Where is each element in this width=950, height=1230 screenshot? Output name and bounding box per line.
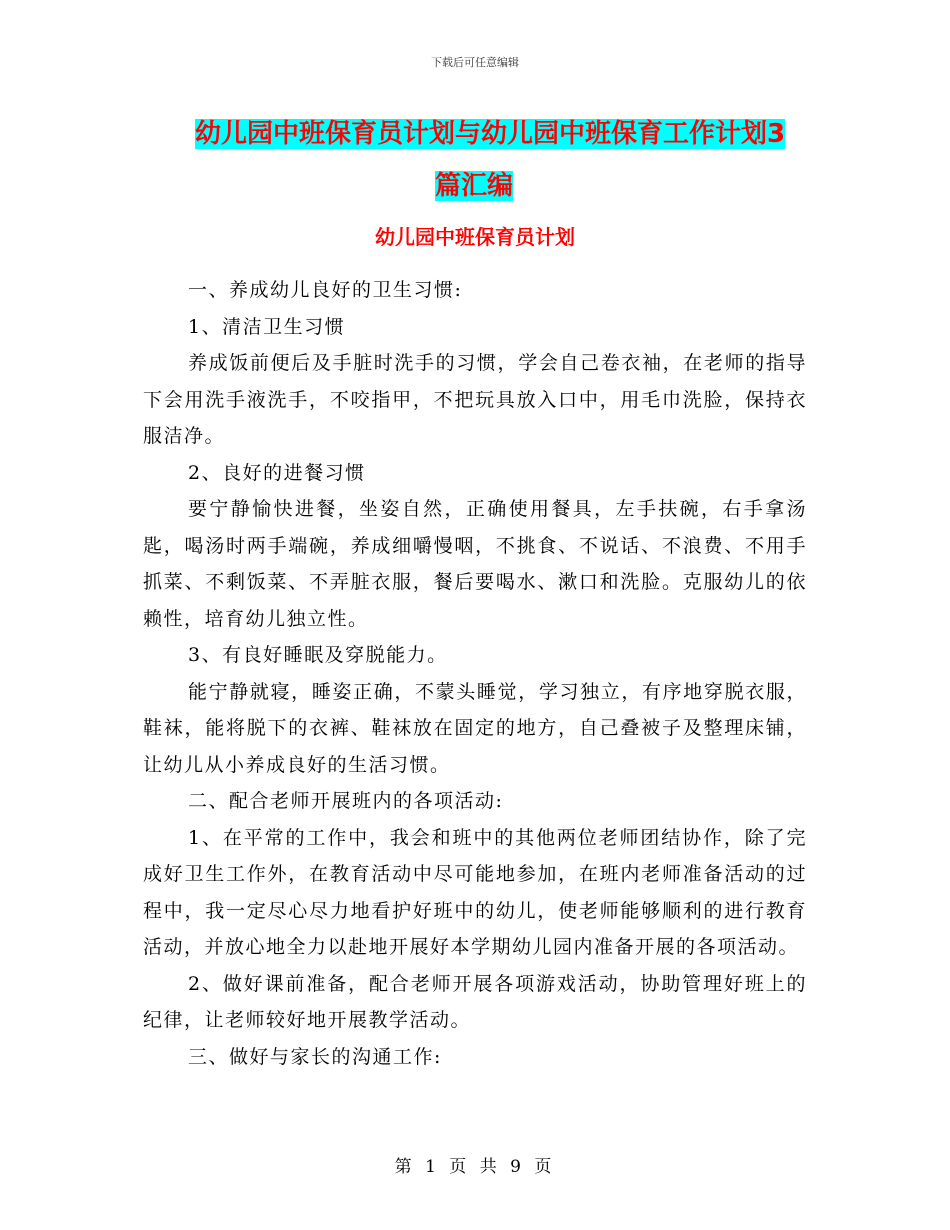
paragraph: 2、做好课前准备，配合老师开展各项游戏活动，协助管理好班上的纪律，让老师较好地开展教学活动。 xyxy=(143,972,807,1031)
paragraph: 能宁静就寝，睡姿正确，不蒙头睡觉，学习独立，有序地穿脱衣服，鞋袜，能将脱下的衣裤、鞋袜放在固定的地方，自己叠被子及整理床铺，让幼儿从小养成良好的生活习惯。 xyxy=(143,680,807,776)
paragraph: 2、良好的进餐习惯 xyxy=(188,461,366,484)
paragraph: 养成饭前便后及手脏时洗手的习惯，学会自己卷衣袖，在老师的指导下会用洗手液洗手，不咬指甲，不把玩具放入口中，用毛巾洗脸，保持衣服洁净。 xyxy=(143,352,807,447)
paragraph: 一、养成幼儿良好的卫生习惯: xyxy=(188,279,463,301)
section-title: 幼儿园中班保育员计划 xyxy=(375,225,575,249)
page-footer: 第 1 页 共 9 页 xyxy=(394,1157,556,1177)
document-title xyxy=(195,108,805,212)
page-header-note: 下载后可任意编辑 xyxy=(431,56,519,69)
paragraph: 1、清洁卫生习惯 xyxy=(188,315,346,338)
paragraph: 三、做好与家长的沟通工作: xyxy=(188,1045,442,1068)
paragraph: 要宁静愉快进餐，坐姿自然，正确使用餐具，左手扶碗，右手拿汤匙，喝汤时两手端碗，养成细嚼慢咽，不挑食、不说话、不浪费、不用手抓菜、不剩饭菜、不弄脏衣服，餐后要喝水、漱口和洗脸。克服幼儿的依赖性，培育幼儿独立性。 xyxy=(143,498,807,630)
document-title-line2: 篇汇编 xyxy=(435,171,514,201)
paragraph: 二、配合老师开展班内的各项活动: xyxy=(188,790,504,812)
paragraph: 3、有良好睡眠及穿脱能力。 xyxy=(188,644,448,666)
paragraph: 1、在平常的工作中，我会和班中的其他两位老师团结协作，除了完成好卫生工作外，在教育活动中尽可能地参加，在班内老师准备活动的过程中，我一定尽心尽力地看护好班中的幼儿，使老师能够顺利的进行教育活动，并放心地全力以赴地开展好本学期幼儿园内准备开展的各项活动。 xyxy=(143,826,807,958)
document-body xyxy=(143,272,807,1075)
document-title-line1: 幼儿园中班保育员计划与幼儿园中班保育工作计划3 xyxy=(195,119,786,149)
